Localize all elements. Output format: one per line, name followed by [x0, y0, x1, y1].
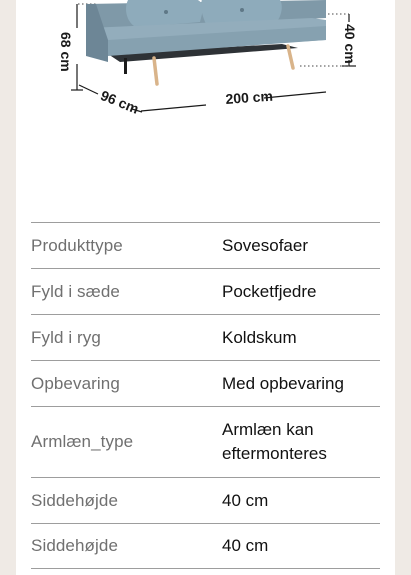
sofa: [86, 0, 326, 84]
spec-label: Fyld i ryg: [31, 327, 101, 347]
height-dimension-label: 68 cm: [58, 32, 74, 72]
width-dimension-label: 200 cm: [224, 87, 274, 107]
spec-row: [31, 268, 380, 314]
spec-value: Med opbevaring: [222, 373, 344, 393]
leg-front-right: [288, 46, 293, 68]
spec-label: Fyld i sæde: [31, 281, 120, 301]
right-gutter: [395, 0, 411, 575]
cushion-button-right: [240, 8, 244, 12]
spec-value: Armlæn kan eftermonteres: [222, 420, 327, 463]
spec-row: [31, 360, 380, 406]
spec-label: Opbevaring: [31, 373, 120, 393]
depth-dimension-label: 96 cm: [98, 87, 142, 117]
spec-label: Armlæn_type: [31, 432, 134, 451]
leg-front-left: [154, 58, 157, 84]
spec-label: Siddehøjde: [31, 536, 119, 555]
spec-value: Sovesofaer: [222, 235, 308, 255]
spec-row: [31, 406, 380, 477]
spec-row: [31, 523, 380, 569]
leg-back-left: [124, 58, 127, 74]
spec-value: 40 cm: [222, 490, 269, 510]
spec-label: Produkttype: [31, 235, 123, 255]
spec-row: [31, 222, 380, 268]
spec-row: [31, 477, 380, 523]
spec-value: Koldskum: [222, 327, 297, 347]
spec-row: [31, 314, 380, 360]
width-line-left: [141, 105, 206, 111]
product-specifications-table: [31, 222, 380, 569]
cushion-button-left: [164, 10, 168, 14]
sofa-dimension-illustration: [16, 0, 395, 140]
spec-label: Siddehøjde: [31, 490, 119, 510]
spec-value: 40 cm: [222, 536, 269, 555]
width-line-right: [264, 92, 326, 98]
seat-height-dimension-label: 40 cm: [342, 24, 358, 64]
spec-value: Pocketfjedre: [222, 281, 317, 301]
left-gutter: [0, 0, 16, 575]
